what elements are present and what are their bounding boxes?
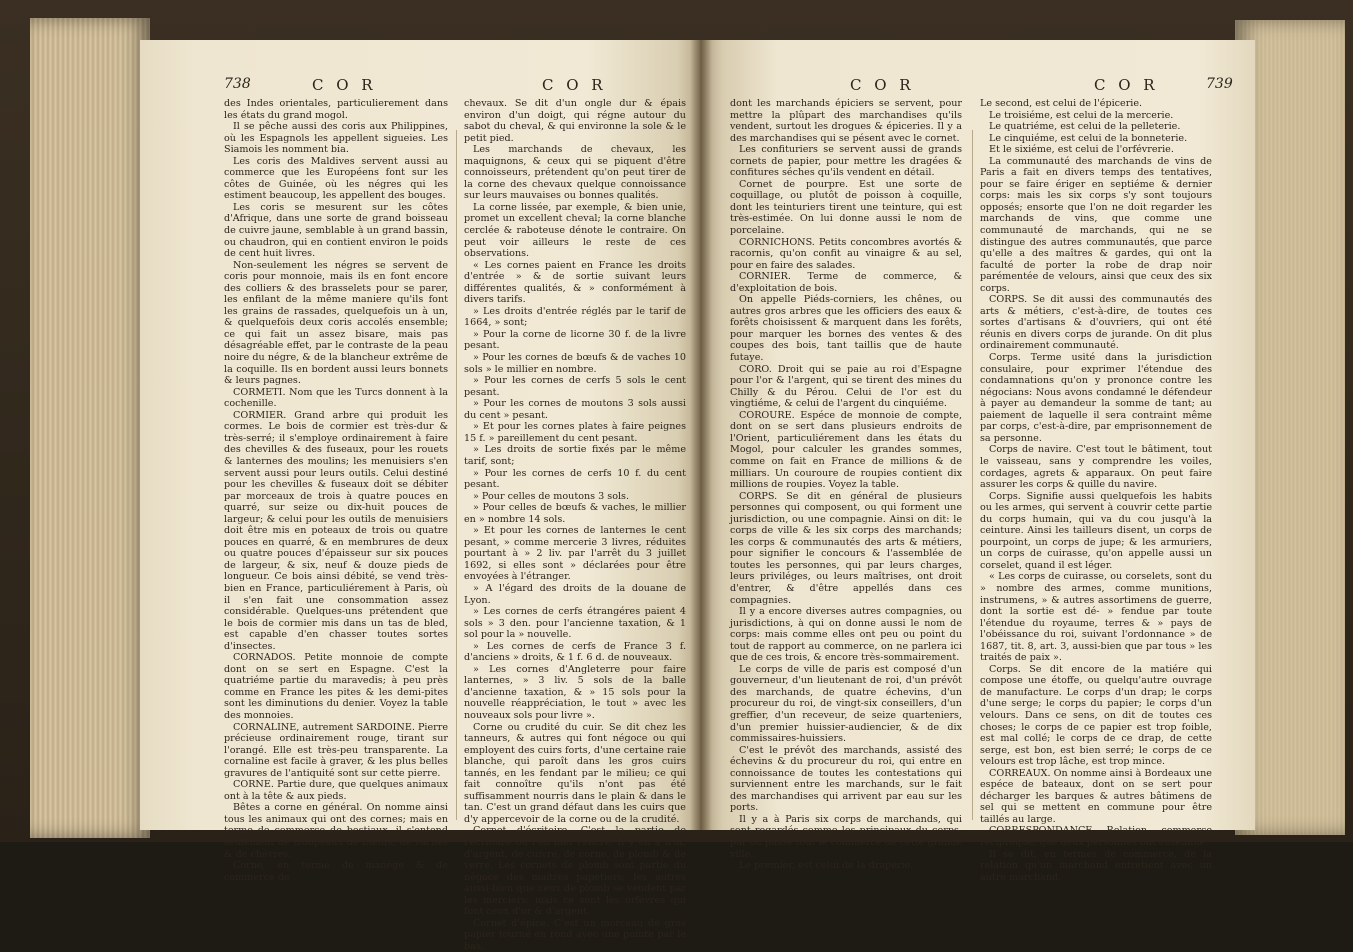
paragraph: Il se dit, en termes de commerce, de la relation qu'un marchand entretient avec un autre marchand, — [980, 848, 1212, 883]
paragraph: Le quatriéme, est celui de la pelleterie. — [989, 121, 1181, 133]
paragraph: CORMIER. Grand arbre qui produit les cormes. Le bois de cormier est très-dur & très-serré; il s'employe ordinairement à faire des chevilles & des fuseaux, pour les rouets & lanternes des moulins; les menuisiers s'en servent aussi pour leurs outils. Celui destiné pour les chevilles & fuseaux doit se débiter par morceaux de trois à quatre pouces en quarré, sur seize ou dix-huit pouces de largeur; & celui pour les outils de menuisiers doit être mis en poteaux de trois ou quatre pouces en quarré, & en membrures de deux ou quatre pouces d'épaisseur sur six pouces de largeur, & six, neuf & douze pieds de longueur. Ce bois ainsi débité, se vend très-bien en France, particuliérement à Paris, où il s'en fait une consommation assez considérable. Quelques-uns prétendent que le bois de cormier mis dans un tas de bled, est capable d'en chasser toutes sortes d'insectes. — [224, 409, 448, 652]
paragraph: Corne ou crudité du cuir. Se dit chez les tanneurs, & autres qui font négoce ou qui employent des cuirs forts, d'une certaine raie blanche, qui paroît dans les gros cuirs tannés, en les fendant par le milieu; ce qui fait connoître qu'ils n'ont pas été suffisamment nourris dans le plain & dans le tan. C'est un grand défaut dans les cuirs que d'y appercevoir de la corne ou de la crudité. — [464, 721, 686, 825]
text-column-left — [224, 98, 448, 883]
running-head: C O R — [850, 76, 915, 94]
paragraph: Le cinquiéme, est celui de la bonneterie. — [989, 132, 1188, 144]
paragraph: » Pour les cornes de cerfs 5 sols le cent pesant. — [464, 375, 686, 398]
paragraph: C'est le prévôt des marchands, assisté des échevins & du procureur du roi, qui entre en connoissance de toutes les contestations qui surviennent entre les marchands, sur le fait des marchandises qui arrivent par eau sur les ports. — [730, 744, 962, 814]
paragraph: La corne lissée, par exemple, & bien unie, promet un excellent cheval; la corne blanche cerclée & raboteuse dénote le contraire. On peut voir ailleurs le reste de ces observations. — [464, 201, 686, 260]
paragraph: Il y a à Paris six corps de marchands, qui sont regardés comme les principaux du corps, par où passe tout le commerce de cette grande ville. — [730, 813, 962, 860]
paragraph: Et le sixiéme, est celui de l'orfévrerie. — [989, 144, 1174, 156]
paragraph: CORNIER. Terme de commerce, & d'exploitation de bois. — [730, 271, 962, 294]
paragraph: CORRESPONDANCE. Relation, commerce réciproque, que deux personnes ont ensemble. — [980, 825, 1212, 848]
paragraph: Il se pêche aussi des coris aux Philippines, où les Espagnols les appellent sigueies. Les Siamois les nomment bia. — [224, 121, 448, 156]
text-column-left — [730, 98, 962, 872]
paragraph: » A l'égard des droits de la douane de Lyon. — [464, 582, 686, 606]
paragraph: » Pour celles de moutons 3 sols. — [473, 490, 630, 502]
left-page — [140, 40, 700, 952]
paragraph: » Les droits de sortie fixés par le même tarif, sont; — [464, 444, 686, 467]
paragraph: Corps de navire. C'est tout le bâtiment, tout le vaisseau, sans y comprendre les voiles, cordages, agrets & apparaux. On peut faire assurer les corps & quille du navire. — [980, 444, 1212, 491]
paragraph: CORNICHONS. Petits concombres avortés & racornis, qu'on confit au vinaigre & au sel, pour en faire des salades. — [730, 236, 962, 271]
paragraph: On appelle Piéds-corniers, les chênes, ou autres gros arbres que les officiers des eaux & forêts choisissent & marquent dans les forêts, pour marquer les bornes des ventes & des coupes des bois, tant taillis que de haute futaye. — [730, 294, 962, 364]
paragraph: « Les cornes paient en France les droits d'entrée » & de sortie suivant leurs différentes qualités, & » conformément à divers tarifs. — [464, 259, 686, 306]
paragraph: Le second, est celui de l'épicerie. — [980, 98, 1143, 109]
page-number: 739 — [1206, 76, 1233, 92]
paragraph: Bêtes a corne en général. On nomme ainsi tous les animaux qui ont des cornes; mais en terme de commerce de bestiaux, il s'entend seulement de troupeaux de bœufs, de vaches & de chévres. — [224, 802, 448, 860]
paragraph: » Et pour les cornes plates à faire peignes 15 f. » pareillement du cent pesant. — [464, 421, 686, 444]
running-head: C O R — [312, 76, 377, 94]
paragraph: Corne, en terme de manége & de commerce de — [224, 860, 448, 883]
paragraph: Corps. Terme usité dans la jurisdiction consulaire, pour exprimer l'étendue des condamnations qu'on y prononce contre les négocians: Nous avons condamné le défendeur à payer au demandeur la somme de tant; au paiement de laquelle il sera contraint même par corps, c'est-à-dire, par emprisonnement de sa personne. — [980, 352, 1212, 444]
text-column-right — [464, 98, 686, 952]
paragraph: CORNE. Partie dure, que quelques animaux ont à la tête & aux pieds. — [224, 779, 448, 802]
paragraph: » Pour les cornes de moutons 3 sols aussi du cent » pesant. — [464, 398, 686, 421]
page-number: 738 — [224, 76, 251, 92]
paragraph: Il y a encore diverses autres compagnies, ou jurisdictions, à qui on donne aussi le nom de corps: mais comme elles ont peu ou point du tout de rapport au commerce, on ne parlera ici que de ces trois, & encore très-sommairement. — [730, 606, 962, 664]
running-head: C O R — [542, 76, 607, 94]
paragraph: chevaux. Se dit d'un ongle dur & épais environ d'un doigt, qui régne autour du sabot du cheval, & qui environne la sole & le petit pied. — [464, 98, 686, 144]
column-divider — [972, 130, 973, 820]
paragraph: dont les marchands épiciers se servent, pour mettre la plûpart des marchandises qu'ils vendent, surtout les drogues & épiceries. Il y a des marchandises qui se pésent avec le cornet. — [730, 98, 962, 144]
running-head: C O R — [1094, 76, 1159, 94]
paragraph: CORNALINE, autrement SARDOINE. Pierre précieuse ordinairement rouge, tirant sur l'orangé. Elle est très-peu transparente. La cornaline est facile à graver, & les plus belles gravures de l'antiquité sont sur cette pierre. — [224, 721, 448, 779]
paragraph: Non-seulement les négres se servent de coris pour monnoie, mais ils en font encore des colliers & des brasselets pour se parer, les enfilant de la même maniere qu'ils font les grains de rassades, quelquefois un à un, & quelquefois deux coris accolés ensemble; ce qui fait un assez bisare, mais pas désagréable effet, par le contraste de la peau noire du négre, & de la blancheur extrême de la coquille. Ils en bordent aussi leurs bonnets & leurs pagnes. — [224, 259, 448, 387]
paragraph: COROURE. Espéce de monnoie de compte, dont on se sert dans plusieurs endroits de l'Orient, particuliérement dans les états du Mogol, pour calculer les grandes sommes, comme on fait en France de millions & de milliars. Un couroure de roupies contient dix millions de roupies. Voyez la table. — [730, 409, 962, 491]
paragraph: Les confituriers se servent aussi de grands cornets de papier, pour mettre les dragées & confitures séches qu'ils vendent en détail. — [730, 144, 962, 179]
paragraph: » Pour celles de bœufs & vaches, le millier en » nombre 14 sols. — [464, 502, 686, 525]
paragraph: Les coris des Maldives servent aussi au commerce que les Européens font sur les côtes de Guinée, où les négres qui les estiment beaucoup, les appellent des bouges. — [224, 155, 448, 202]
paragraph: CORPS. Se dit en général de plusieurs personnes qui composent, ou qui forment une jurisdiction, ou une compagnie. Ainsi on dit: le corps de ville & les six corps des marchands; les corps & communautés des arts & métiers, pour signifier le concours & l'assemblée de toutes les personnes, qui par leurs charges, leurs priviléges, ou leurs maîtrises, ont droit d'entrer, & d'être appellés dans ces compagnies. — [730, 490, 962, 606]
paragraph: Cornet de pourpre. Est une sorte de coquillage, ou plutôt de poisson à coquille, dont les teinturiers tirent une teinture, qui est très-estimée. On lui donne aussi le nom de porcelaine. — [730, 178, 962, 237]
right-page — [700, 40, 1255, 883]
paragraph: » Les cornes d'Angleterre pour faire lanternes, » 3 liv. 5 sols de la balle d'ancienne taxation, & » 15 sols pour la nouvelle réappréciation, le tout » avec les nouveaux sols pour livre ». — [464, 663, 686, 721]
paragraph: CORPS. Se dit aussi des communautés des arts & métiers, c'est-à-dire, de toutes ces sortes d'artisans & d'ouvriers, qui ont été réunis en divers corps de jurande. On dit plus ordinairement communauté. — [980, 294, 1212, 352]
paragraph: Les marchands de chevaux, les maquignons, & ceux qui se piquent d'être connoisseurs, prétendent qu'on peut tirer de la corne des chevaux quelque connoissance sur leurs mauvaises ou bonnes qualités. — [464, 144, 686, 202]
paragraph: « Les corps de cuirasse, ou corselets, sont du » nombre des armes, comme munitions, instrumens, » & autres assortimens de guerre, dont la sortie est dé- » fendue par toute l'étendue du royaume, terres & » pays de l'obéissance du roi, suivant l'ordonnance » de 1687, tit. 8, art. 3, aussi-bien que par tous » les traités de paix ». — [980, 571, 1212, 664]
paragraph: des Indes orientales, particulierement dans les états du grand mogol. — [224, 98, 448, 121]
book-gutter — [690, 40, 712, 830]
paragraph: CORO. Droit qui se paie au roi d'Espagne pour l'or & l'argent, qui se tirent des mines du Chilly & du Pérou. Celui de l'or est du vingtiéme, & celui de l'argent du cinquiéme. — [730, 363, 962, 410]
paragraph: CORREAUX. On nomme ainsi à Bordeaux une espéce de bateaux, dont on se sert pour décharger les barques & autres bâtimens de sel qui se mettent en commune pour être taillés au large. — [980, 767, 1212, 825]
paragraph: La communauté des marchands de vins de Paris a fait en divers temps des tentatives, pour se faire ériger en septiéme & dernier corps: mais les six corps s'y sont toujours opposés; ensorte que l'on ne doit regarder les marchands de vins, que comme une communauté de marchands, qui ne se distingue des autres communautés, que parce qu'elle a des maîtres & gardes, qui ont la faculté de porter la robe de drap noir parémentée de velours, ainsi que ceux des six corps. — [980, 155, 1212, 294]
paragraph: Cornet d'épice. C'est un morceau de gros papier tourné en rond avec une pointe par le bas, — [464, 917, 686, 952]
paragraph: » Et pour les cornes de lanternes le cent pesant, » comme mercerie 3 livres, réduites pourtant à » 2 liv. par l'arrêt du 3 juillet 1692, si elles sont » déclarées pour être envoyées à l'étranger. — [464, 525, 686, 583]
paragraph: » Pour la corne de licorne 30 f. de la livre pesant. — [464, 328, 686, 352]
paragraph: Le premier, est celui de la draperie. — [739, 860, 914, 872]
paragraph: Le troisiéme, est celui de la mercerie. — [989, 109, 1174, 121]
paragraph: CORMETI. Nom que les Turcs donnent à la cochenille. — [224, 386, 448, 410]
text-column-right — [980, 98, 1212, 883]
paragraph: Les coris se mesurent sur les côtes d'Afrique, dans une sorte de grand boisseau de cuivre jaune, semblable à un grand bassin, ou chaudron, qui en contient environ le poids de cent huit livres. — [224, 201, 448, 260]
paragraph: Corps. Signifie aussi quelquefois les habits ou les armes, qui servent à couvrir cette partie du corps humain, qui va du cou jusqu'à la ceinture. Ainsi les tailleurs disent, un corps de pourpoint, un corps de jupe; & les armuriers, un corps de cuirasse, qu'on appelle aussi un corselet, quand il est léger. — [980, 490, 1212, 571]
paragraph: » Les cornes de cerfs de France 3 f. d'anciens » droits, & 1 f. 6 d. de nouveaux. — [464, 640, 686, 664]
paragraph: » Pour les cornes de bœufs & de vaches 10 sols » le millier en nombre. — [464, 352, 686, 375]
paragraph: » Pour les cornes de cerfs 10 f. du cent pesant. — [464, 467, 686, 491]
paragraph: Corps. Se dit encore de la matiére qui compose une étoffe, ou quelqu'autre ouvrage de manufacture. Le corps d'un drap; le corps d'une serge; le corps du papier; le corps d'un velours. Dans ce sens, on dit de toutes ces choses; le corps de ce papier est trop foible, est mal collé; le corps de ce drap, de cette serge, est bon, est bien serré; le corps de ce velours est trop lâche, est trop mince. — [980, 663, 1212, 768]
page-edges-left — [30, 18, 150, 838]
paragraph: Le corps de ville de paris est composé d'un gouverneur, d'un lieutenant de roi, d'un prévôt des marchands, de quatre échevins, d'un procureur du roi, de vingt-six conseillers, d'un greffier, d'un receveur, de seize quarteniers, d'un premier huissier-audiencier, & de dix commissaires-huissiers. — [730, 663, 962, 745]
paragraph: » Les droits d'entrée réglés par le tarif de 1664, » sont; — [464, 305, 686, 329]
column-divider — [456, 130, 457, 820]
paragraph: » Les cornes de cerfs étrangéres paient 4 sols » 3 den. pour l'ancienne taxation, & 1 sol pour la » nouvelle. — [464, 606, 686, 641]
paragraph: CORNADOS. Petite monnoie de compte dont on se sert en Espagne. C'est la quatriéme partie du maravedis; à peu près comme en France les pites & les demi-pites sont les diminutions du denier. Voyez la table des monnoies. — [224, 652, 448, 721]
paragraph: Cornet d'écritoire. C'est la partie de l'écritoire où l'on met l'encre. Il y en a d'or, d'argent, de cuivre, de corne, de plomb & de verre. Les cornets de plomb sont partie du négoce des maîtres papetiers; les autres aussi-bien que ceux de plomb se vendent par les merciers: mais ce sont les orfévres qui font ceux d'or & d'argent. — [464, 825, 686, 918]
